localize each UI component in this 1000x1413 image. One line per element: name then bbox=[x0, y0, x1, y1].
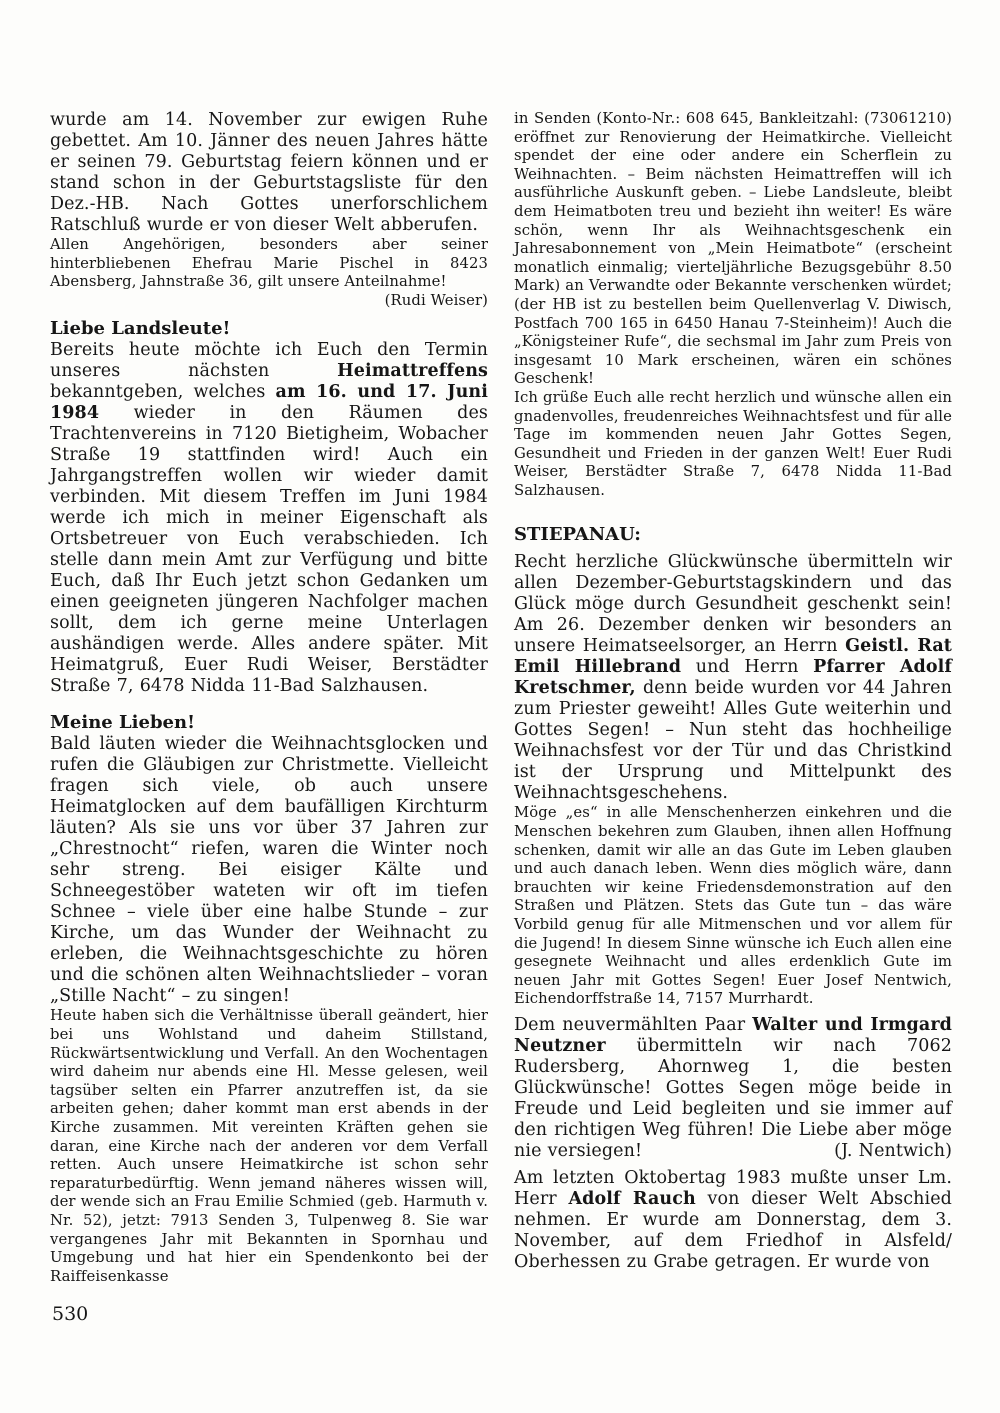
text-run: wurde am 14. November zur ewigen Ruhe gebettet. Am 10. Jänner des neuen Jahres hätte er seinen 79. Geburtstag feiern können und er stand schon in der Geburtstagsliste für den Dez.-HB. Nach Gottes unerforschlichem Ratschluß wurde er von dieser Welt abberufen. bbox=[50, 110, 488, 235]
left-column bbox=[50, 110, 488, 1286]
text-run: Möge „es“ in alle Menschenherzen einkehren und die Menschen bekehren zum Glauben, ihnen allen Hoffnung schenken, damit wir alle an das Gute im Leben glauben und auch danach leben. Wenn dies möglich wäre, dann brauchten wir keine Friedensdemonstration auf den Straßen und Plätzen. Stets das Gute tun – das wäre Vorbild genug für alle Mitmenschen und vor allem für die Jugend! In diesem Sinne wünsche ich Euch allen eine gesegnete Weihnacht und alles erdenklich Gute im neuen Jahr mit Gottes Segen! Euer Josef Nentwich, Eichendorffstraße 14, 7157 Murrhardt. bbox=[514, 804, 952, 1008]
text-run: Heute haben sich die Verhältnisse überall geändert, hier bei uns Wohlstand und daheim Stillstand, Rückwärtsentwicklung und Verfall. An den Wochentagen wird daheim nur abends eine Hl. Messe gelesen, weil tagsüber selten ein Pfarrer anzutreffen ist, da sie arbeiten gehen; daher kommt man erst abends in der Kirche zusammen. Mit vereinten Kräften gehen sie daran, eine Kirche nach der anderen vor dem Verfall retten. Auch unsere Heimatkirche ist schon sehr reparaturbedürftig. Wenn jemand näheres wissen will, der wende sich an Frau Emilie Schmied (geb. Harmuth v. Nr. 52), jetzt: 7913 Senden 3, Tulpenweg 8. Sie war vergangenes Jahr mit Bekannten in Spornhau und Umgebung und hat hier ein Spendenkonto bei der Raiffeisenkasse bbox=[50, 1007, 488, 1285]
christmas-memories-paragraph bbox=[50, 734, 488, 1007]
bold-text-run: Pfarrer Adolf Kretschmer, bbox=[514, 657, 952, 699]
obituary-paragraph bbox=[50, 110, 488, 236]
greetings-paragraph bbox=[514, 389, 952, 501]
bold-text-run: am 16. und 17. Juni 1984 bbox=[50, 382, 488, 424]
wedding-wishes-paragraph bbox=[514, 1015, 952, 1162]
text-run: übermitteln wir nach 7062 Rudersberg, Ahornweg 1, die besten Glückwünsche! Gottes Segen möge beide in Freude und Leid begleiten und sie immer auf den richtigen Weg führen! Die Liebe aber möge nie versiegen! bbox=[514, 1036, 952, 1161]
church-renovation-paragraph bbox=[50, 1007, 488, 1286]
bold-text-run: Heimattreffens bbox=[337, 361, 488, 382]
text-run: und Herrn bbox=[681, 657, 814, 678]
text-run: Recht herzliche Glückwünsche übermitteln wir allen Dezember-Geburtstagskindern und das Glück möge durch Gesundheit geschenkt sein! Am 26. Dezember denken wir besonders an unsere Heimatseelsorger, an Herrn bbox=[514, 552, 952, 657]
page-number: 530 bbox=[52, 1303, 89, 1325]
heading-meine-lieben bbox=[50, 712, 488, 734]
text-run: bekanntgeben, welches bbox=[50, 382, 276, 403]
text-run: denn beide wurden vor 44 Jahren zum Priester geweiht! Alles Gute weiterhin und Gottes Segen! – Nun steht das hochheilige Weihnachsfest vor der Tür und das Christkind ist der Ursprung und Mittelpunkt des Weihnachtsgeschehens. bbox=[514, 678, 952, 804]
text-run: Dem neuvermählten Paar bbox=[514, 1015, 753, 1035]
bold-text-run: Adolf Rauch bbox=[568, 1189, 696, 1209]
text-run: Allen Angehörigen, besonders aber seiner hinterbliebenen Ehefrau Marie Pischel in 8423 Abensberg, Jahnstraße 36, gilt unsere Anteilnahme! bbox=[50, 236, 488, 291]
text-run: Bereits heute möchte ich Euch den Termin unseres nächsten bbox=[50, 340, 488, 382]
signature-rudi-weiser bbox=[50, 292, 488, 311]
heading-stiepanau bbox=[514, 524, 952, 546]
text-run: Ich grüße Euch alle recht herzlich und wünsche allen ein gnadenvolles, freudenreiches Weihnachtsfest und für alle Tage im kommenden neuen Jahr Gottes Segen, Gesundheit und Frieden in der ganzen Welt! Euer Rudi Weiser, Berstädter Straße 7, 6478 Nidda 11-Bad Salzhausen. bbox=[514, 388, 952, 499]
text-run: wieder in den Räumen des Trachtenvereins in 7120 Bietigheim, Wobacher Straße 19 stattfinden wird! Auch ein Jahrgangstreffen wollen wir wieder damit verbinden. Mit diesem Treffen im Juni 1984 werde ich mich in meiner Eigenschaft als Ortsbetreuer von Euch verabschieden. Ich stelle dann mein Amt zur Verfügung und bitte Euch, daß Ihr Euch jetzt schon Gedanken um einen geeigneten jüngeren Nachfolger machen sollt, dem ich gerne meine Unterlagen aushändigen werde. Alles andere später. Mit Heimatgruß, Euer Rudi Weiser, Berstädter Straße 7, 6478 Nidda 11-Bad Salzhausen. bbox=[50, 403, 488, 697]
christmas-reflection-paragraph bbox=[514, 804, 952, 1009]
bold-text-run: Liebe Landsleute! bbox=[50, 318, 231, 340]
right-column bbox=[514, 110, 952, 1286]
bold-text-run: Geistl. Rat Emil Hillebrand bbox=[514, 636, 952, 678]
condolence-paragraph bbox=[50, 236, 488, 292]
text-run: von dieser Welt Abschied nehmen. Er wurde am Donnerstag, dem 3. November, auf dem Friedhof in Alsfeld/ Oberhessen zu Grabe getragen. Er wurde von bbox=[514, 1189, 952, 1272]
obituary-adolf-rauch-paragraph bbox=[514, 1168, 952, 1273]
text-run: in Senden (Konto-Nr.: 608 645, Bankleitzahl: (73061210) eröffnet zur Renovierung der Heimatkirche. Vielleicht spendet der eine oder andere ein Scherflein zu Weihnachten. – Beim nächsten Heimattreffen will ich ausführliche Auskunft geben. – Liebe Landsleute, bleibt dem Heimatboten treu und bezieht ihn weiter! Es wäre schön, wenn Ihr als Weihnachtsgeschenk ein Jahresabonnement von „Mein Heimatbote“ (erscheint monatlich einmalig; vierteljährliche Bezugsgebühr 8.50 Mark) an Verwandte oder Bekannte verschenken würdet; (der HB ist zu bestellen beim Quellenverlag V. Diwisch, Postfach 700 165 in 6450 Hanau 7-Steinheim)! Auch die „Königsteiner Rufe“, die sechsmal im Jahr zum Preis von insgesamt 10 Mark erscheinen, wären ein schönes Geschenk! bbox=[514, 110, 952, 388]
heading-liebe-landsleute bbox=[50, 318, 488, 340]
donation-account-paragraph bbox=[514, 110, 952, 389]
text-run: (J. Nentwich) bbox=[834, 1141, 952, 1161]
birthday-wishes-paragraph bbox=[514, 552, 952, 804]
text-run: Am letzten Oktobertag 1983 mußte unser Lm. Herr bbox=[514, 1168, 952, 1209]
text-columns bbox=[50, 110, 952, 1286]
bold-text-run: Meine Lieben! bbox=[50, 712, 195, 734]
heimattreffen-announcement-paragraph bbox=[50, 340, 488, 697]
text-run: (Rudi Weiser) bbox=[384, 291, 488, 309]
text-run: Bald läuten wieder die Weihnachtsglocken und rufen die Gläubigen zur Christmette. Vielleicht fragen sich viele, ob auch unsere Heimatglocken auf dem baufälligen Kirchturm läuten? Als sie uns vor über 37 Jahren zur „Chrestnocht“ riefen, waren die Winter noch sehr streng. Bei eisiger Kälte und Schneegestöber wateten wir oft im tiefen Schnee – viele über eine halbe Stunde – zur Kirche, um das Wunder der Weihnacht zu erleben, die Weihnachtsgeschichte zu hören und die schönen alten Weihnachtslieder – voran „Stille Nacht“ – zu singen! bbox=[50, 734, 488, 1007]
bold-text-run: STIEPANAU: bbox=[514, 524, 641, 546]
bold-text-run: Walter und Irmgard Neutzner bbox=[514, 1015, 952, 1056]
